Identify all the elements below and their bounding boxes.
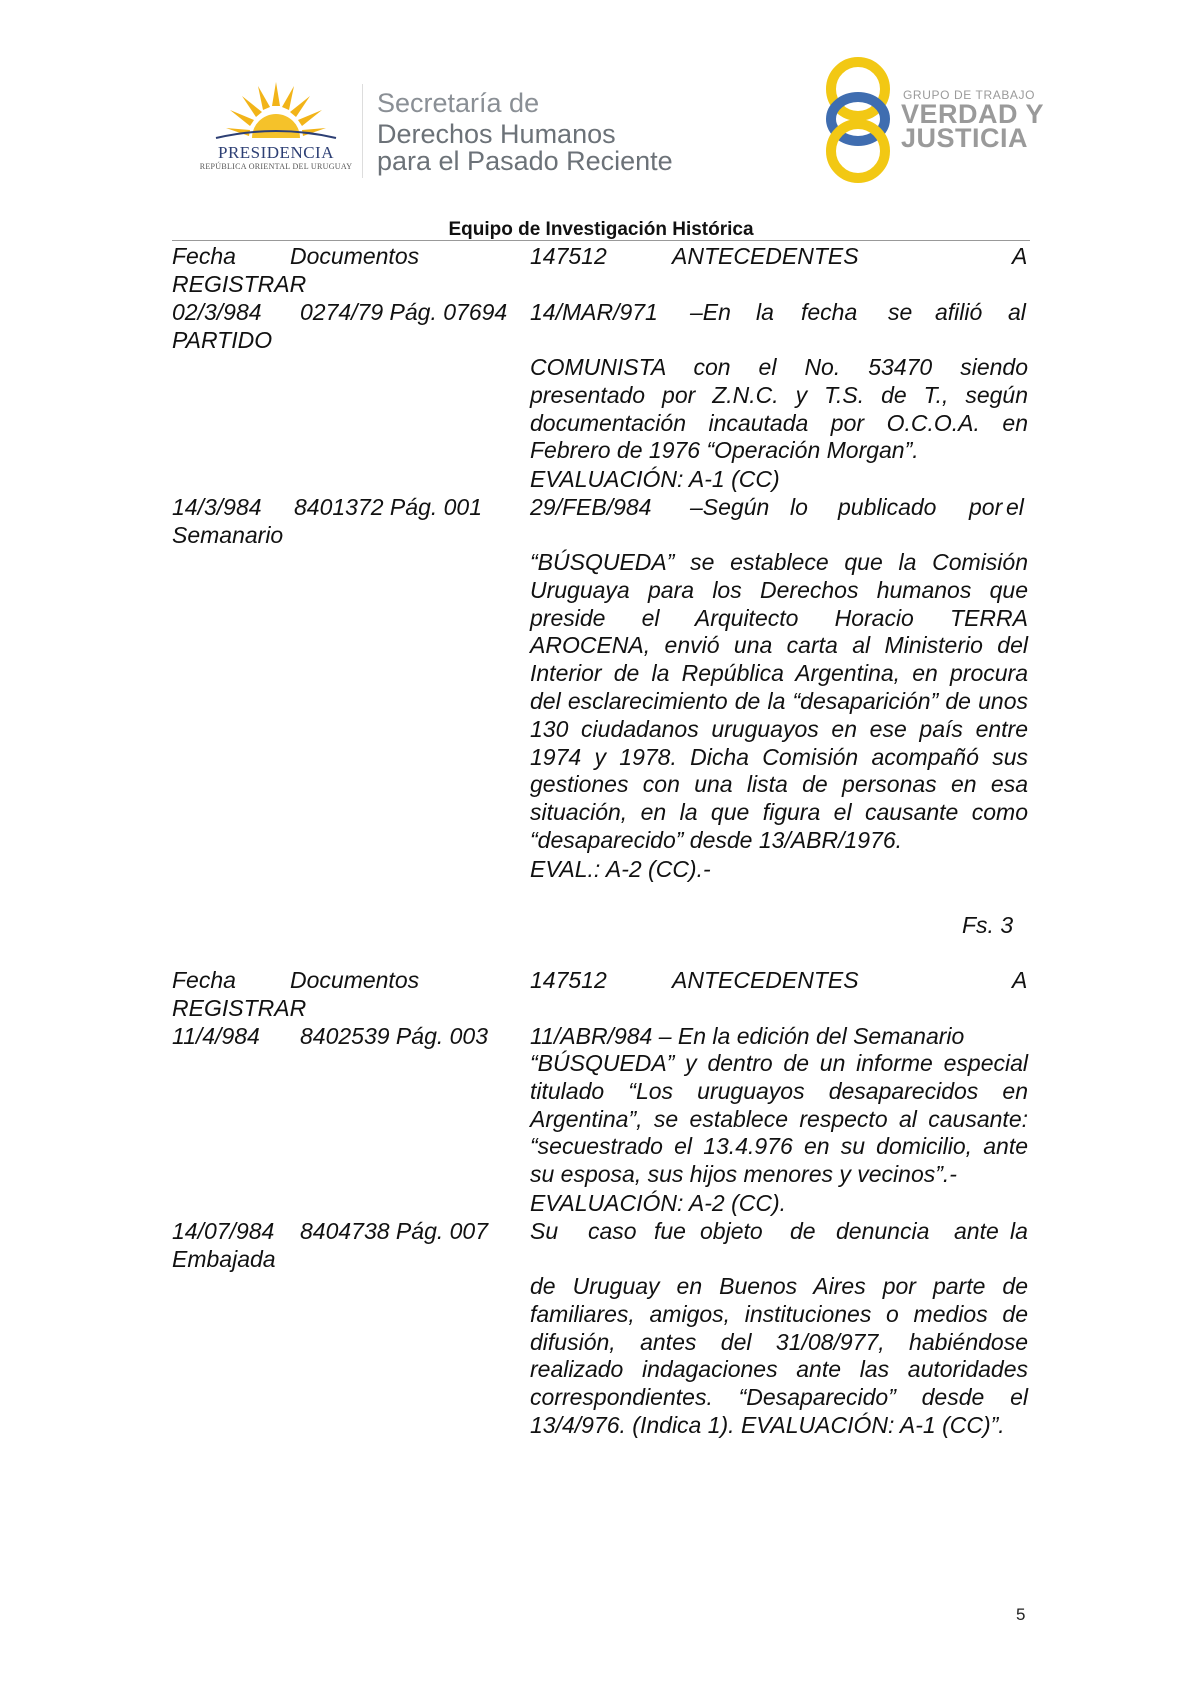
entry-word: la bbox=[1010, 1218, 1028, 1244]
folio-number: Fs. 3 bbox=[962, 912, 1014, 938]
head-documentos: Documentos bbox=[290, 243, 420, 269]
entry-text: COMUNISTA con el No. 53470 siendo presentado por Z.N.C. y T.S. de T., según documentación incautada por O.C.O.A. en Febrero de 1976 “Operación Morgan”. bbox=[530, 354, 1028, 464]
entry-word: lo bbox=[790, 494, 808, 520]
entry-text: de Uruguay en Buenos Aires por parte de familiares, amigos, instituciones o medios de difusión, antes del 31/08/977, habiéndose realizado indagaciones ante las autoridades correspondientes. “Desaparecido” desde el 13/4/976. (Indica 1). EVALUACIÓN: A-1 (CC)”. bbox=[530, 1273, 1028, 1438]
entry-word: ante bbox=[954, 1218, 999, 1244]
entry-word: por bbox=[969, 494, 1003, 520]
secretaria-line2: Derechos Humanos bbox=[377, 119, 616, 149]
head-number: 147512 bbox=[530, 243, 607, 269]
logo-divider bbox=[362, 84, 363, 178]
entry-word: –Según bbox=[690, 494, 770, 520]
presidencia-logo-subtext: REPÚBLICA ORIENTAL DEL URUGUAY bbox=[199, 162, 353, 171]
entry-evaluation: EVALUACIÓN: A-2 (CC). bbox=[530, 1190, 787, 1216]
entry-word: el bbox=[1006, 494, 1024, 520]
entry-text: “BÚSQUEDA” se establece que la Comisión Uruguaya para los Derechos humanos que preside el Arquitecto Horacio TERRA AROCENA, envió una carta al Ministerio del Interior de la República Argentina, en procura del esclarecimiento de la “desaparición” de unos 130 ciudadanos uruguayos en ese país entre 1974 y 1978. Dicha Comisión acompañó sus gestiones con una lista de personas en esa situación, en la que figura el causante como “desaparecido” desde 13/ABR/1976. bbox=[530, 549, 1028, 853]
head-a: A bbox=[1012, 243, 1028, 269]
entry-word: de bbox=[790, 1218, 816, 1244]
entry-date: 14/07/984 bbox=[172, 1218, 275, 1244]
head-fecha: Fecha bbox=[172, 967, 236, 993]
entry-word: –En bbox=[690, 299, 731, 325]
entry-document: 0274/79 Pág. 07694 bbox=[300, 299, 508, 325]
entry-date: 02/3/984 bbox=[172, 299, 262, 325]
entry-first-word: 14/MAR/971 bbox=[530, 299, 658, 325]
entry-document: 8402539 Pág. 003 bbox=[300, 1023, 489, 1049]
verdad-y-label: VERDAD Y bbox=[901, 99, 1045, 129]
entry-wrap-word: Semanario bbox=[172, 522, 284, 548]
entry-word: publicado bbox=[838, 494, 937, 520]
page-header bbox=[0, 0, 1190, 200]
entry-first-line: 11/ABR/984 – En la edición del Semanario bbox=[530, 1023, 965, 1049]
entry-word: afilió bbox=[935, 299, 983, 325]
justicia-label: JUSTICIA bbox=[901, 123, 1029, 153]
entry-word: la bbox=[756, 299, 774, 325]
entry-document: 8401372 Pág. 001 bbox=[294, 494, 483, 520]
document-subtitle: Equipo de Investigación Histórica bbox=[448, 219, 754, 240]
head-number: 147512 bbox=[530, 967, 607, 993]
head-a: A bbox=[1012, 967, 1028, 993]
entry-evaluation: EVALUACIÓN: A-1 (CC) bbox=[530, 466, 780, 492]
entry-word: caso bbox=[588, 1218, 637, 1244]
head-antecedentes: ANTECEDENTES bbox=[672, 967, 859, 993]
entry-word: objeto bbox=[700, 1218, 763, 1244]
entry-document: 8404738 Pág. 007 bbox=[300, 1218, 489, 1244]
page-number: 5 bbox=[1016, 1605, 1026, 1624]
entry-word: fue bbox=[654, 1218, 686, 1244]
secretaria-line3: para el Pasado Reciente bbox=[377, 146, 673, 176]
header-rule bbox=[172, 240, 1030, 241]
entry-date: 11/4/984 bbox=[172, 1023, 260, 1049]
grupo-trabajo-label: GRUPO DE TRABAJO bbox=[903, 88, 1036, 102]
head-documentos: Documentos bbox=[290, 967, 420, 993]
entry-word: al bbox=[1008, 299, 1026, 325]
head-antecedentes: ANTECEDENTES bbox=[672, 243, 859, 269]
entry-first-word: 29/FEB/984 bbox=[530, 494, 652, 520]
entry-evaluation: EVAL.: A-2 (CC).- bbox=[530, 856, 711, 882]
presidencia-logo-text: PRESIDENCIA bbox=[217, 143, 334, 162]
entry-word: se bbox=[888, 299, 913, 325]
entry-text: “BÚSQUEDA” y dentro de un informe especial titulado “Los uruguayos desaparecidos en Argentina”, se establece respecto al causante: “secuestrado el 13.4.976 en su domicilio, ante su esposa, sus hijos menores y vecinos”.- bbox=[530, 1050, 1028, 1188]
entry-date: 14/3/984 bbox=[172, 494, 262, 520]
secretaria-line1: Secretaría de bbox=[377, 88, 540, 118]
head-fecha: Fecha bbox=[172, 243, 236, 269]
entry-first-word: Su bbox=[530, 1218, 559, 1244]
entry-wrap-word: Embajada bbox=[172, 1246, 276, 1272]
entry-word: denuncia bbox=[836, 1218, 930, 1244]
head-registrar: REGISTRAR bbox=[172, 995, 307, 1021]
verdad-justicia-rings-icon bbox=[822, 55, 894, 183]
entry-wrap-word: PARTIDO bbox=[172, 327, 273, 353]
entry-word: fecha bbox=[801, 299, 858, 325]
head-registrar: REGISTRAR bbox=[172, 271, 307, 297]
